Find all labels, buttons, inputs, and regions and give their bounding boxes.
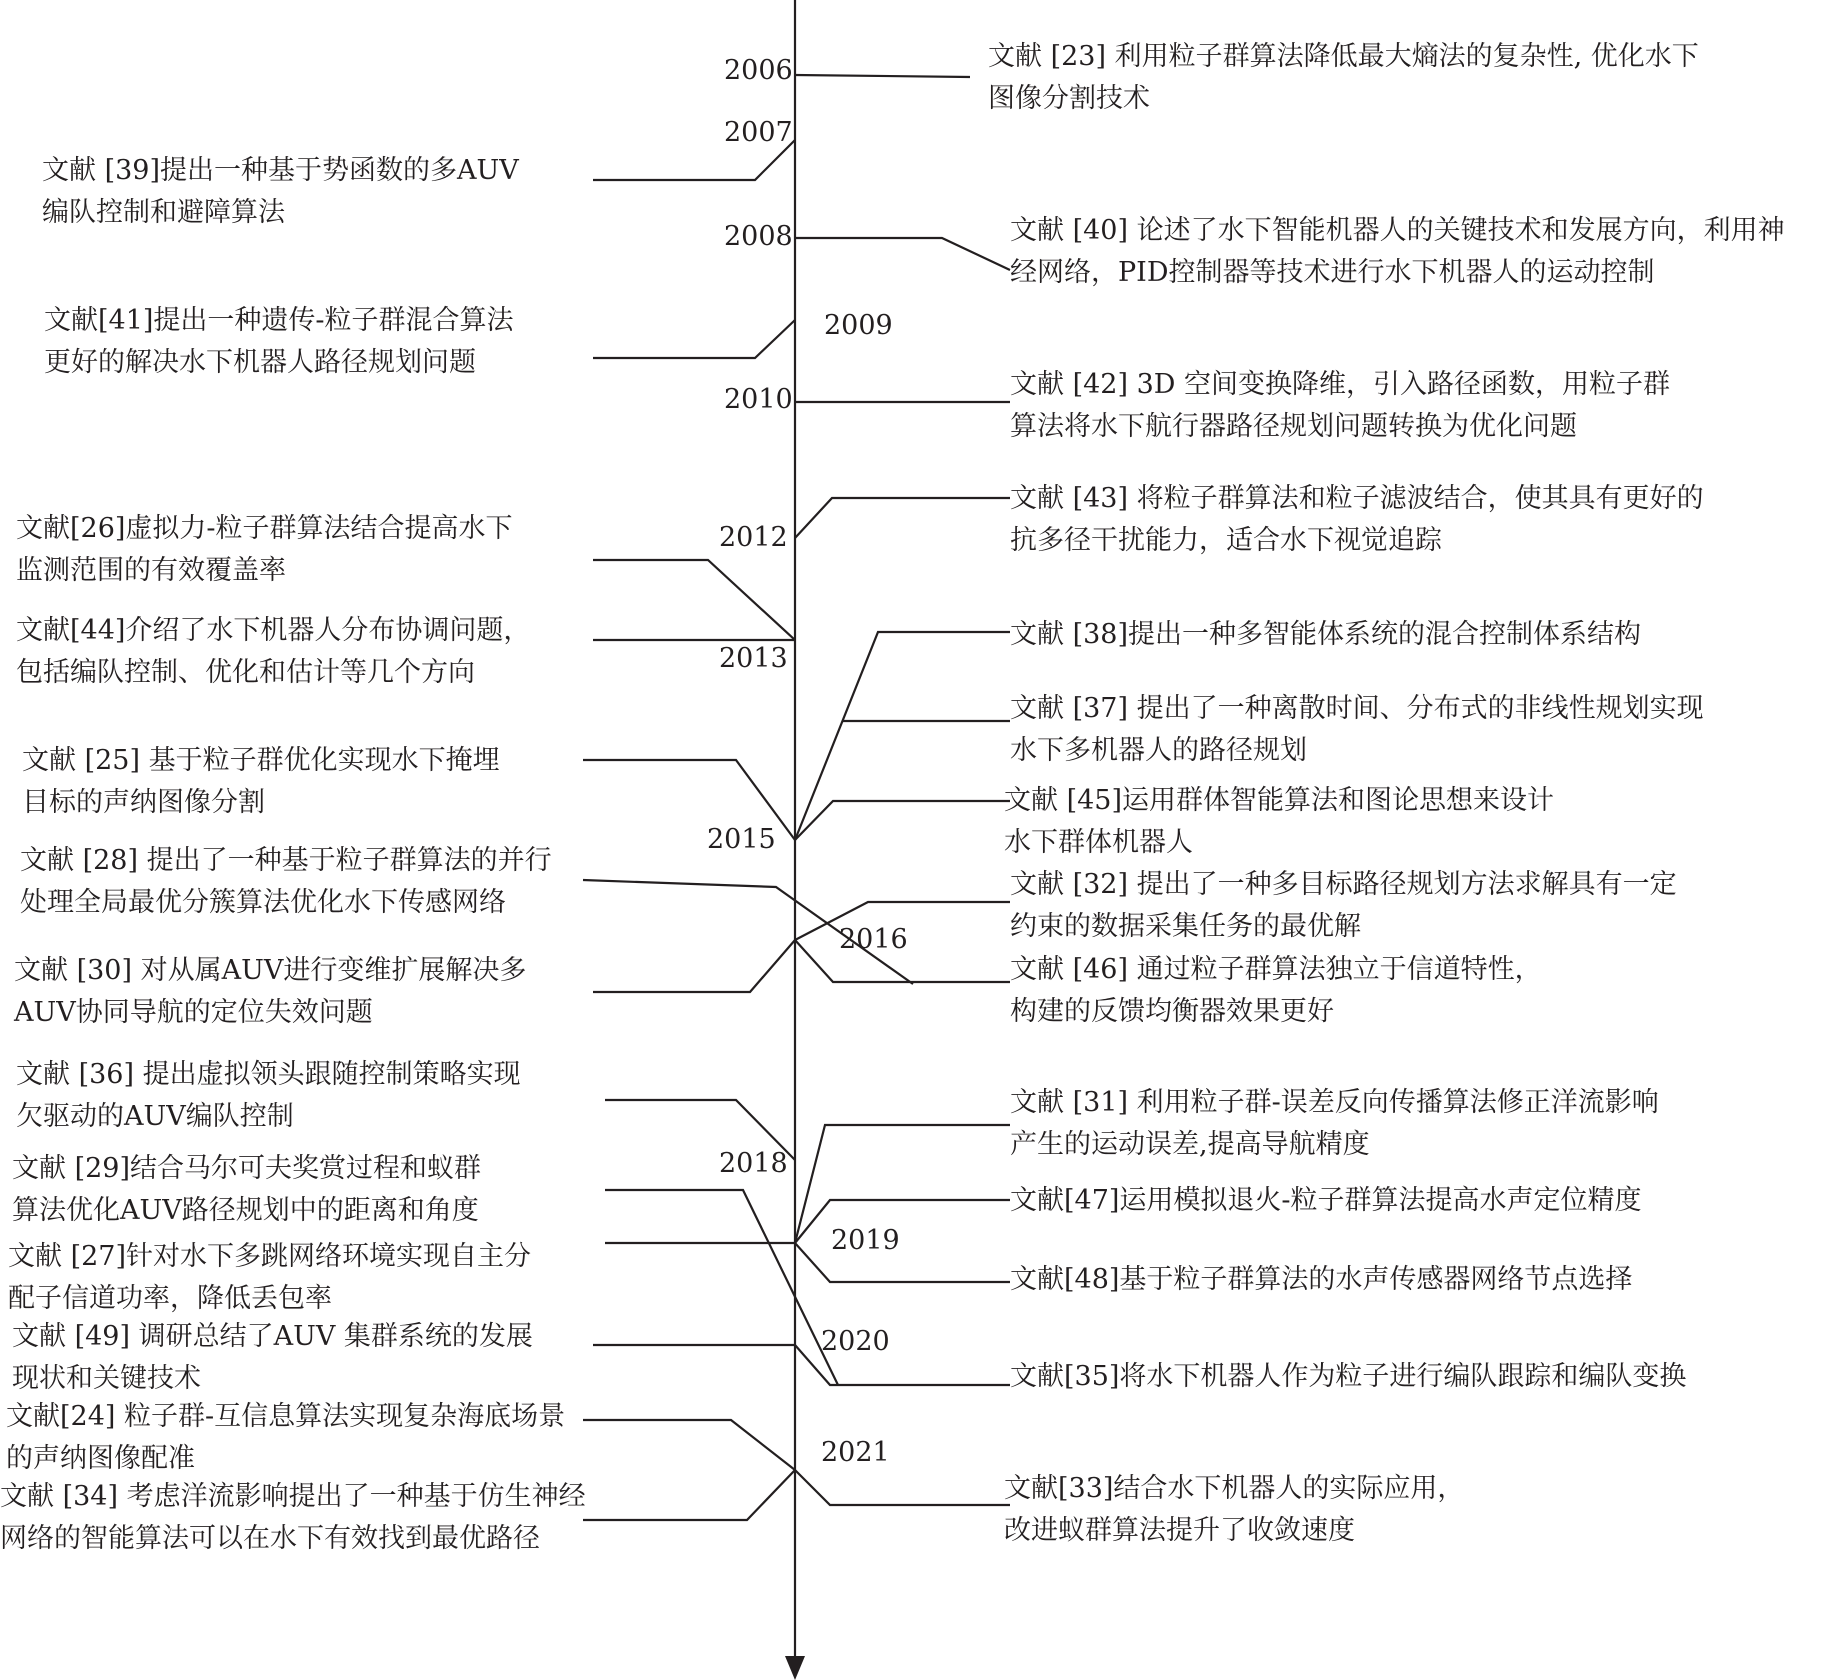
entry-ref34 [0, 1476, 586, 1560]
year-2007: 2007 [724, 117, 793, 148]
entry-ref27 [8, 1236, 531, 1320]
entry-line: 更好的解决水下机器人路径规划问题 [44, 347, 476, 378]
entry-ref23 [988, 36, 1699, 120]
entry-line: 算法优化AUV路径规划中的距离和角度 [12, 1195, 479, 1226]
entry-line: 文献 [30] 对从属AUV进行变维扩展解决多 [14, 955, 527, 986]
entry-ref31 [1010, 1082, 1659, 1166]
connector-ref47 [795, 1200, 1010, 1243]
entry-ref42 [1010, 364, 1670, 448]
year-2006: 2006 [724, 55, 793, 86]
entry-line: 文献[41]提出一种遗传-粒子群混合算法 [44, 305, 514, 336]
connector-ref31 [795, 1125, 1010, 1243]
connector-ref38 [795, 632, 1010, 840]
entry-ref39 [42, 150, 519, 234]
entry-line: 产生的运动误差,提高导航精度 [1010, 1129, 1370, 1160]
connector-ref30 [593, 940, 795, 992]
entry-line: 改进蚁群算法提升了收敛速度 [1004, 1515, 1355, 1546]
year-2020: 2020 [821, 1326, 890, 1357]
entry-line: 水下多机器人的路径规划 [1010, 735, 1307, 766]
entry-line: AUV协同导航的定位失效问题 [14, 997, 373, 1028]
entry-line: 图像分割技术 [988, 83, 1150, 114]
year-2021: 2021 [821, 1437, 890, 1468]
year-2013: 2013 [719, 643, 788, 674]
entry-ref43 [1010, 478, 1704, 562]
year-2019: 2019 [831, 1225, 900, 1256]
entry-line: 文献 [28] 提出了一种基于粒子群算法的并行 [20, 845, 552, 876]
year-2009: 2009 [824, 310, 893, 341]
connector-ref26 [593, 560, 795, 640]
entry-ref35 [1010, 1356, 1686, 1398]
entry-line: 文献 [37] 提出了一种离散时间、分布式的非线性规划实现 [1010, 693, 1704, 724]
entry-line: 编队控制和避障算法 [42, 197, 285, 228]
entry-line: 文献 [34] 考虑洋流影响提出了一种基于仿生神经 [0, 1481, 586, 1512]
entry-ref36 [16, 1054, 521, 1138]
connector-ref34 [583, 1470, 795, 1520]
entry-ref41 [44, 300, 514, 384]
connector-ref33 [795, 1470, 1010, 1505]
entry-line: 文献[48]基于粒子群算法的水声传感器网络节点选择 [1010, 1264, 1633, 1295]
entry-line: 文献 [38]提出一种多智能体系统的混合控制体系结构 [1010, 619, 1642, 650]
entry-line: 约束的数据采集任务的最优解 [1010, 911, 1361, 942]
entry-ref33 [1004, 1468, 1464, 1552]
entry-ref24 [6, 1396, 565, 1480]
entry-line: 文献[26]虚拟力-粒子群算法结合提高水下 [16, 513, 513, 544]
entry-ref44 [16, 610, 530, 694]
entry-line: 目标的声纳图像分割 [22, 787, 265, 818]
connector-ref23 [795, 75, 970, 77]
year-2016: 2016 [839, 924, 908, 955]
entry-line: 文献 [45]运用群体智能算法和图论思想来设计 [1004, 785, 1555, 816]
entry-line: 文献 [40] 论述了水下智能机器人的关键技术和发展方向，利用神 [1010, 215, 1785, 246]
entry-ref40 [1010, 210, 1785, 294]
entry-line: 文献 [46] 通过粒子群算法独立于信道特性， [1010, 954, 1542, 985]
entry-line: 文献[47]运用模拟退火-粒子群算法提高水声定位精度 [1010, 1185, 1642, 1216]
connector-ref24 [583, 1420, 795, 1470]
entry-line: 监测范围的有效覆盖率 [16, 555, 286, 586]
entry-line: 文献 [49] 调研总结了AUV 集群系统的发展 [12, 1321, 533, 1352]
entry-ref29 [12, 1148, 481, 1232]
connector-ref41 [593, 320, 795, 358]
entry-line: 欠驱动的AUV编队控制 [16, 1101, 294, 1132]
timeline-arrowhead [785, 1656, 805, 1680]
entry-ref45 [1004, 780, 1554, 864]
year-2008: 2008 [724, 221, 793, 252]
entry-line: 构建的反馈均衡器效果更好 [1010, 996, 1334, 1027]
entry-line: 文献 [39]提出一种基于势函数的多AUV [42, 155, 519, 186]
entry-line: 文献 [31] 利用粒子群-误差反向传播算法修正洋流影响 [1010, 1087, 1659, 1118]
entry-line: 配子信道功率，降低丢包率 [8, 1283, 332, 1314]
entry-line: 算法将水下航行器路径规划问题转换为优化问题 [1010, 411, 1577, 442]
entry-line: 文献 [25] 基于粒子群优化实现水下掩埋 [22, 745, 500, 776]
connector-ref48 [795, 1243, 1010, 1282]
connector-ref45 [795, 801, 1010, 840]
entry-line: 抗多径干扰能力，适合水下视觉追踪 [1010, 525, 1442, 556]
entry-ref49 [12, 1316, 533, 1400]
entry-line: 文献[44]介绍了水下机器人分布协调问题， [16, 615, 531, 646]
entry-ref25 [22, 740, 500, 824]
entry-line: 水下群体机器人 [1004, 827, 1193, 858]
entry-ref28 [20, 840, 552, 924]
entry-line: 文献[33]结合水下机器人的实际应用， [1004, 1473, 1465, 1504]
entry-ref37 [1010, 688, 1704, 772]
entry-ref38 [1010, 614, 1641, 656]
entry-line: 文献 [23] 利用粒子群算法降低最大熵法的复杂性, 优化水下 [988, 41, 1699, 72]
entry-ref26 [16, 508, 513, 592]
entry-line: 的声纳图像配准 [6, 1443, 195, 1474]
entry-line: 文献 [43] 将粒子群算法和粒子滤波结合，使其具有更好的 [1010, 483, 1704, 514]
entry-line: 文献 [27]针对水下多跳网络环境实现自主分 [8, 1241, 532, 1272]
entry-line: 文献[35]将水下机器人作为粒子进行编队跟踪和编队变换 [1010, 1361, 1687, 1392]
entry-line: 文献 [42] 3D 空间变换降维，引入路径函数，用粒子群 [1010, 369, 1670, 400]
year-2018: 2018 [719, 1148, 788, 1179]
year-2010: 2010 [724, 384, 793, 415]
entry-line: 文献 [32] 提出了一种多目标路径规划方法求解具有一定 [1010, 869, 1677, 900]
entry-line: 文献 [36] 提出虚拟领头跟随控制策略实现 [16, 1059, 521, 1090]
entry-ref46 [1010, 949, 1542, 1033]
entry-line: 经网络，PID控制器等技术进行水下机器人的运动控制 [1010, 257, 1655, 288]
connector-ref40 [795, 238, 1010, 270]
entry-ref47 [1010, 1180, 1642, 1222]
year-2015: 2015 [707, 824, 776, 855]
entry-line: 网络的智能算法可以在水下有效找到最优路径 [0, 1523, 540, 1554]
year-2012: 2012 [719, 522, 788, 553]
connector-ref43 [795, 498, 1010, 538]
entry-line: 现状和关键技术 [12, 1363, 201, 1394]
entry-line: 文献 [29]结合马尔可夫奖赏过程和蚁群 [12, 1153, 482, 1184]
entry-line: 处理全局最优分簇算法优化水下传感网络 [20, 887, 506, 918]
entry-ref48 [1010, 1259, 1632, 1301]
entry-line: 文献[24] 粒子群-互信息算法实现复杂海底场景 [6, 1401, 566, 1432]
entry-line: 包括编队控制、优化和估计等几个方向 [16, 657, 475, 688]
entry-ref30 [14, 950, 526, 1034]
entry-ref32 [1010, 864, 1677, 948]
